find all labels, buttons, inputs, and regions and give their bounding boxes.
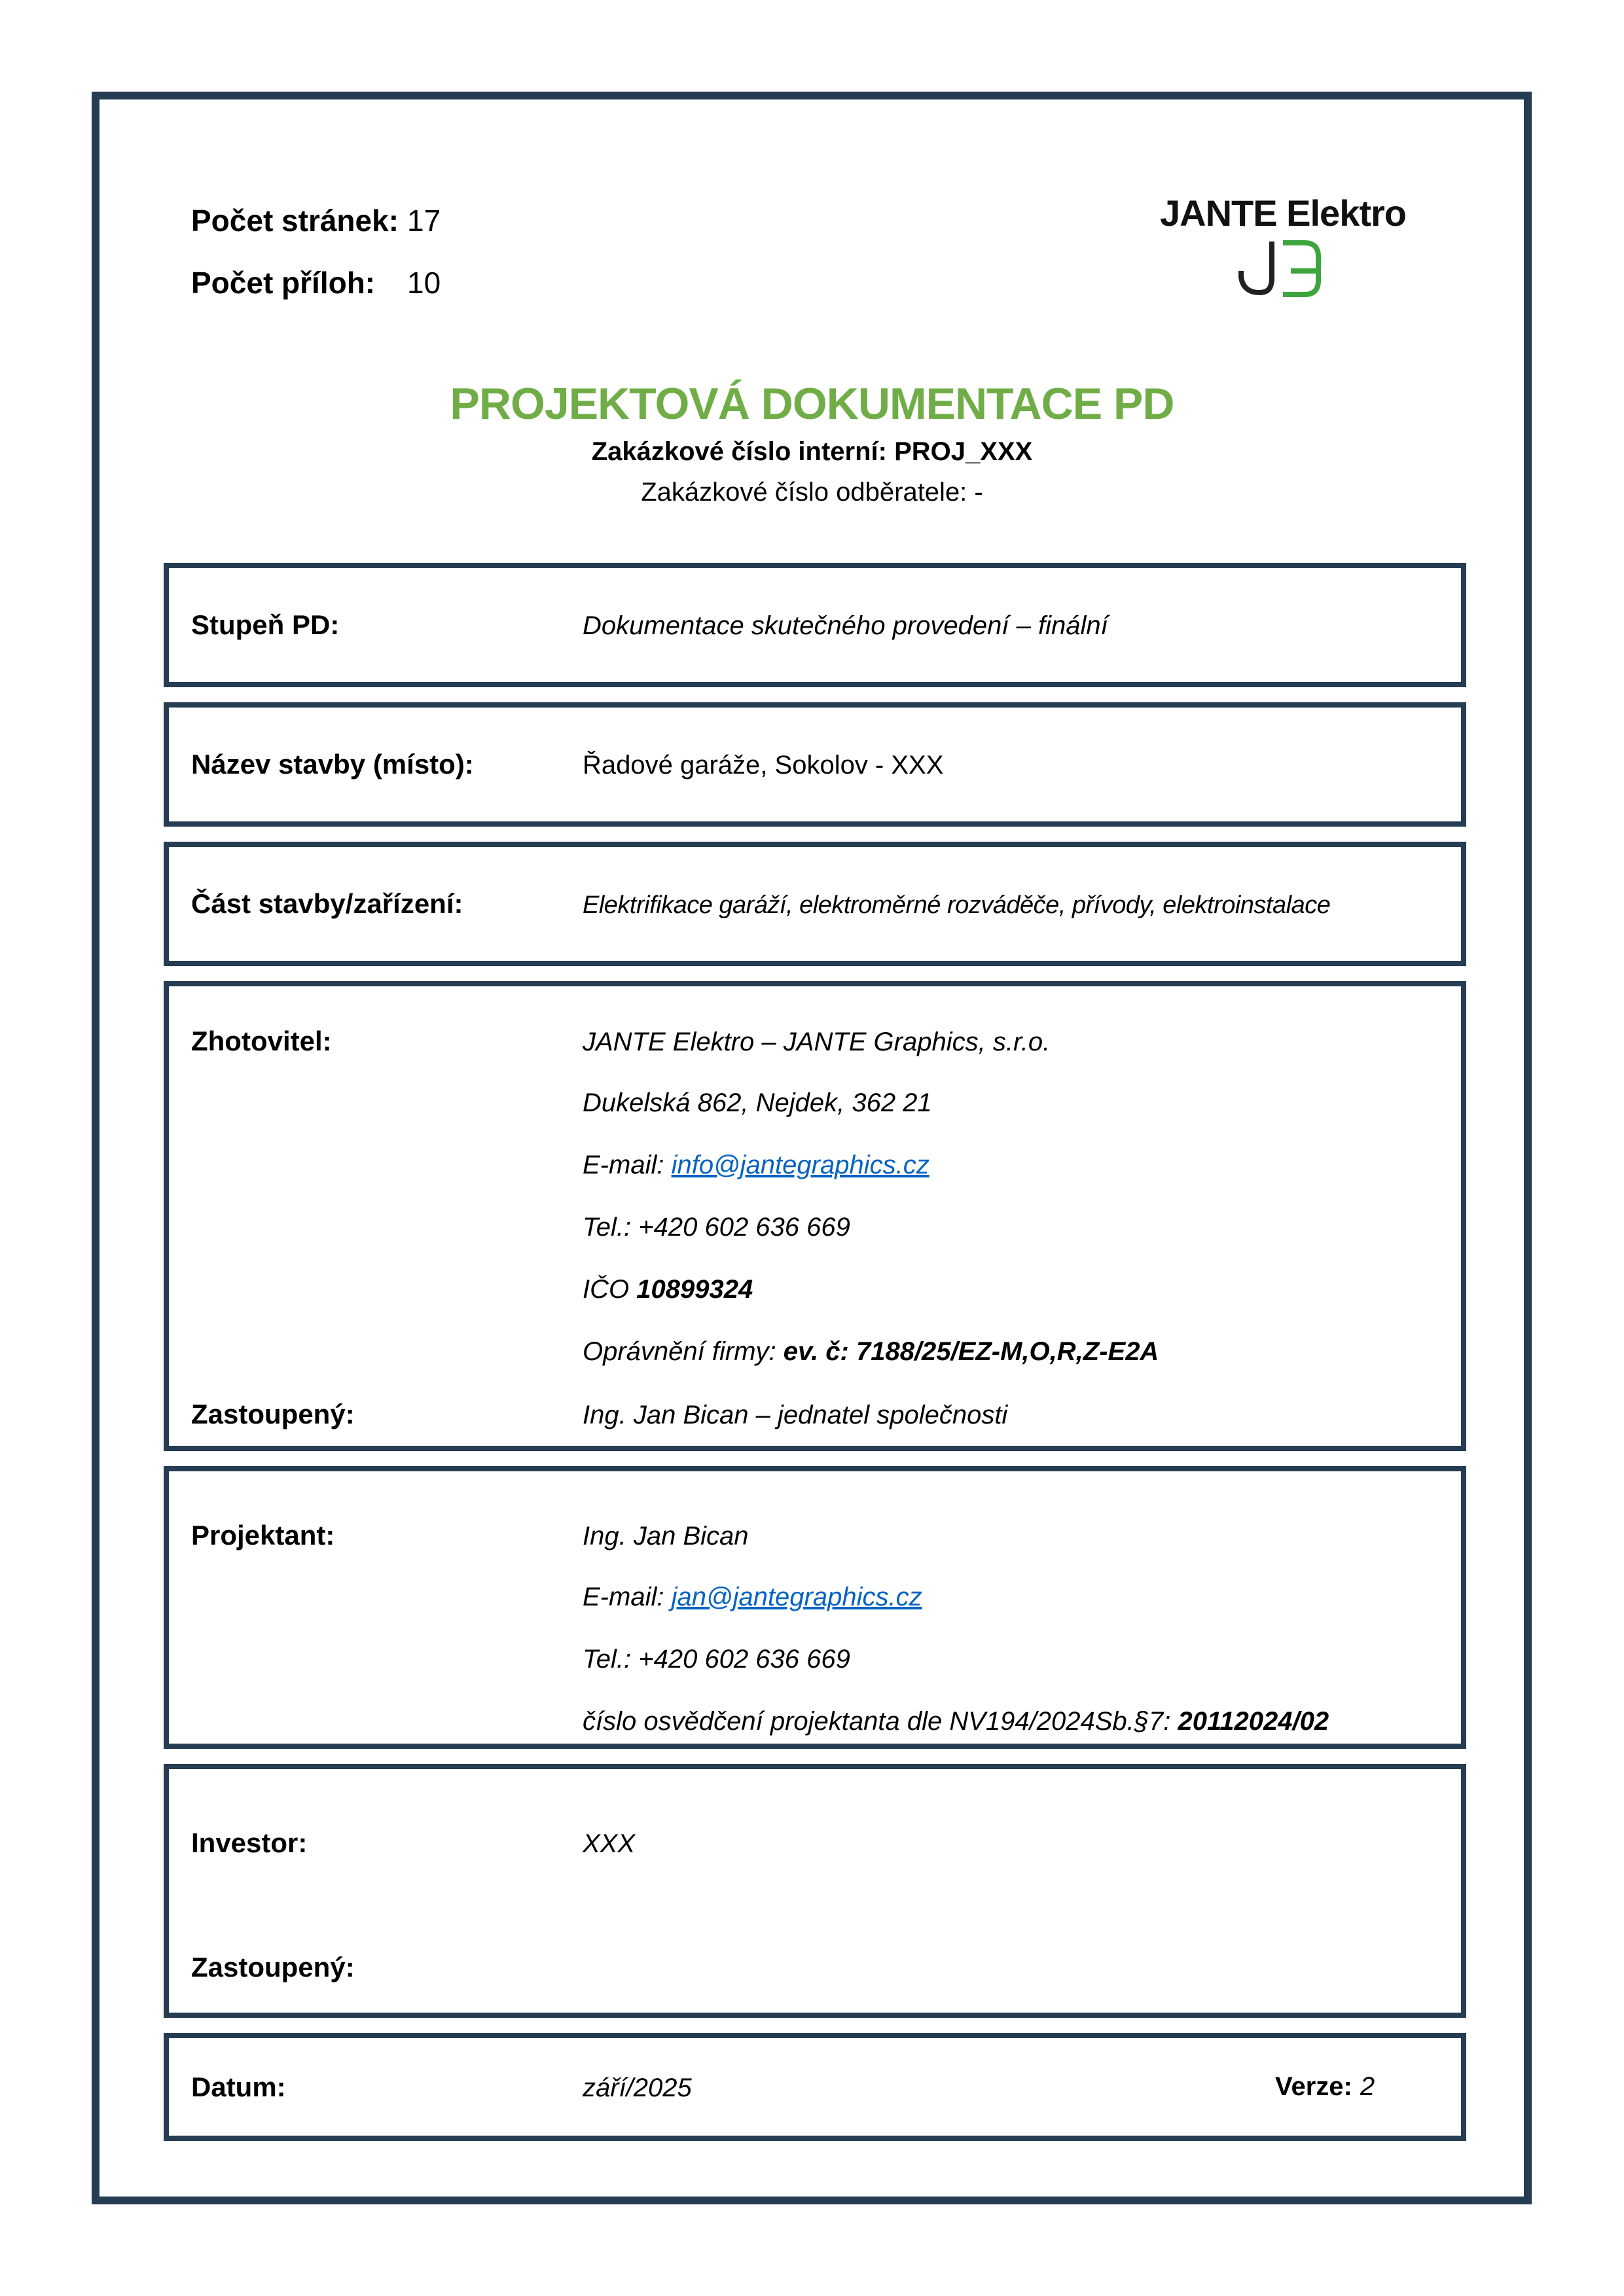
investor-label: Investor: (191, 1827, 308, 1858)
document-title: PROJEKTOVÁ DOKUMENTACE PD (450, 379, 1174, 429)
projektant-cert-label: číslo osvědčení projektanta dle NV194/2024Sb.§7: (583, 1707, 1178, 1736)
investor-value: XXX (583, 1829, 636, 1858)
projektant-cert-value: 20112024/02 (1178, 1707, 1329, 1736)
investor-box (164, 1764, 1466, 2018)
info-boxes (164, 563, 1466, 2156)
datum-box (164, 2033, 1466, 2141)
zhotovitel-email-link[interactable]: info@jantegraphics.cz (671, 1151, 929, 1179)
stupen-pd-value: Dokumentace skutečného provedení – finální (583, 611, 1108, 640)
investor-spacer-row (169, 1874, 1461, 1936)
projektant-name: Ing. Jan Bican (583, 1522, 749, 1551)
verze-value: 2 (1360, 2072, 1375, 2101)
projektant-phone: Tel.: +420 602 636 669 (583, 1645, 850, 1674)
nazev-stavby-box (164, 702, 1466, 827)
cast-stavby-box (164, 842, 1466, 966)
attachments-count-label: Počet příloh: (191, 266, 376, 300)
projektant-email-label: E-mail: (583, 1583, 672, 1611)
nazev-stavby-value: Řadové garáže, Sokolov - XXX (583, 751, 944, 780)
zhotovitel-email-label: E-mail: (583, 1151, 672, 1179)
order-number-customer: Zakázkové číslo odběratele: - (641, 478, 983, 507)
je-monogram-icon (1235, 240, 1322, 298)
zhotovitel-ico-label: IČO (583, 1275, 637, 1304)
zhotovitel-phone: Tel.: +420 602 636 669 (583, 1213, 850, 1242)
cast-stavby-label: Část stavby/zařízení: (191, 888, 463, 919)
cast-stavby-value: Elektrifikace garáží, elektroměrné rozváděče, přívody, elektroinstalace (583, 891, 1331, 919)
verze-group (1275, 2038, 1375, 2136)
zhotovitel-ico-value: 10899324 (636, 1275, 753, 1304)
company-logo-text: JANTE Elektro (1160, 192, 1406, 234)
investor-rep-label: Zastoupený: (191, 1952, 355, 1982)
zhotovitel-rep-label: Zastoupený: (191, 1399, 355, 1429)
datum-value: září/2025 (583, 2073, 692, 2102)
pages-count-label: Počet stránek: (191, 204, 399, 238)
verze-label: Verze: (1275, 2072, 1352, 2101)
zhotovitel-rep-value: Ing. Jan Bican – jednatel společnosti (583, 1401, 1008, 1429)
pages-count-row (191, 190, 441, 252)
projektant-box (164, 1466, 1466, 1749)
datum-label: Datum: (191, 2071, 286, 2102)
stupen-pd-box (164, 563, 1466, 687)
zhotovitel-company: JANTE Elektro – JANTE Graphics, s.r.o. (583, 1028, 1051, 1056)
zhotovitel-opravneni-label: Oprávnění firmy: (583, 1337, 784, 1366)
zhotovitel-opravneni-value: ev. č: 7188/25/EZ-M,O,R,Z-E2A (783, 1337, 1159, 1366)
zhotovitel-box (164, 981, 1466, 1451)
attachments-count-row (191, 252, 441, 314)
order-number-internal: Zakázkové číslo interní: PROJ_XXX (591, 437, 1033, 466)
nazev-stavby-label: Název stavby (místo): (191, 749, 474, 780)
zhotovitel-label: Zhotovitel: (191, 1026, 332, 1056)
projektant-email-link[interactable]: jan@jantegraphics.cz (671, 1583, 922, 1611)
stupen-pd-label: Stupeň PD: (191, 609, 340, 640)
zhotovitel-address: Dukelská 862, Nejdek, 362 21 (583, 1088, 932, 1117)
projektant-label: Projektant: (191, 1520, 335, 1551)
document-meta (191, 190, 441, 314)
pages-count-value: 17 (407, 204, 441, 238)
attachments-count-value: 10 (407, 266, 441, 300)
